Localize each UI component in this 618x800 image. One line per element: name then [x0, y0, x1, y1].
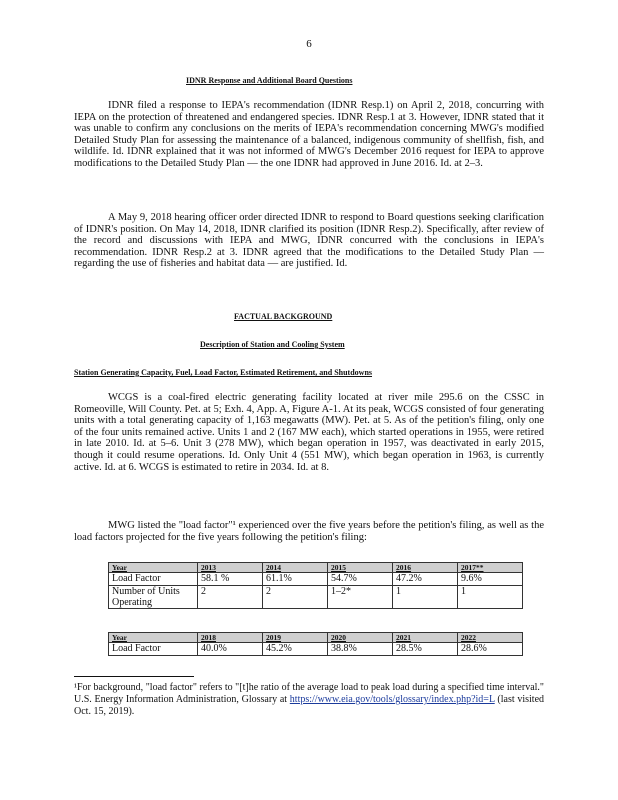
table-cell: 38.8%: [328, 643, 393, 656]
table-header-cell: 2015: [328, 563, 393, 573]
table-cell: 28.5%: [393, 643, 458, 656]
footnote-link[interactable]: https://www.eia.gov/tools/glossary/index.php?id=L: [289, 694, 495, 705]
footnote: [74, 682, 544, 718]
table-cell: 1–2*: [328, 586, 393, 609]
table-cell: 9.6%: [458, 573, 523, 586]
table-cell: Number of Units Operating: [109, 586, 198, 609]
paragraph-text: WCGS is a coal-fired electric generating facility located at river mile 295.6 on the CSSC in Romeoville, Will County. Pet. at 5; Exh. 4, App. A, Figure A-1. At its peak, WCGS consisted of four generating units with a total generating capacity of 1,163 megawatts (MW). Pet. at 5. As of the petition's filing, only one of the four units remained active. Units 1 and 2 (167 MW each), which started operations in 1955, were retired in late 2010. Id. at 5–6. Unit 3 (278 MW), which began operation in 1957, was deactivated in early 2015, though it could resume operations. Id. Only Unit 4 (551 MW), which began operation in 1963, is currently active. Id. at 6. WCGS is estimated to retire in 2034. Id. at 8.: [74, 392, 544, 473]
table-header-cell: 2020: [328, 633, 393, 643]
table-cell: 28.6%: [458, 643, 523, 656]
table-cell: 40.0%: [198, 643, 263, 656]
paragraph-text: MWG listed the "load factor"¹ experienced over the five years before the petition's filing, as well as the load factors projected for the five years following the petition's filing:: [74, 520, 544, 543]
paragraph-load-factor-intro: [74, 520, 544, 543]
table-header-cell: 2022: [458, 633, 523, 643]
table-header-cell: Year: [109, 563, 198, 573]
table-row: [109, 573, 523, 586]
paragraph-wcgs-description: [74, 392, 544, 473]
table-cell: Load Factor: [109, 573, 198, 586]
table-cell: 1: [458, 586, 523, 609]
load-factor-table-2013-2017: [108, 562, 523, 609]
footnote-access-date: (last visited Oct. 15, 2019).: [74, 694, 545, 717]
section-heading-factual-background: FACTUAL BACKGROUND: [234, 312, 333, 321]
subheading-station-cooling: Description of Station and Cooling System: [200, 340, 345, 349]
table-header-cell: 2017**: [458, 563, 523, 573]
load-factor-table-2018-2022: [108, 632, 523, 656]
table-cell: Load Factor: [109, 643, 198, 656]
section-heading-idnr-response: IDNR Response and Additional Board Questions: [186, 76, 353, 85]
paragraph-text: A May 9, 2018 hearing officer order directed IDNR to respond to Board questions seeking clarification of IDNR's position. On May 14, 2018, IDNR clarified its position (IDNR Resp.2). Specifically, after review of the record and discussions with IEPA and MWG, IDNR concurred with the conclusions in IEPA's recommendation. IDNR Resp.2 at 3. IDNR agreed that the modifications to the Detailed Study Plan — regarding the use of fisheries and habitat data — are justified. Id.: [74, 212, 544, 270]
table-header-cell: Year: [109, 633, 198, 643]
footnote-text: ¹For background, "load factor" refers to "[t]he ratio of the average load to peak load during a specified time interval." U.S. Energy Information Administration, Glossary at: [74, 682, 544, 705]
table-cell: 1: [393, 586, 458, 609]
table-header-cell: 2013: [198, 563, 263, 573]
footnote-divider: [74, 676, 194, 677]
table-header-cell: 2019: [263, 633, 328, 643]
table-cell: 2: [263, 586, 328, 609]
table-header-cell: 2018: [198, 633, 263, 643]
table-header-cell: 2016: [393, 563, 458, 573]
table-row: [109, 586, 523, 609]
table-header-row: [109, 633, 523, 643]
table-cell: 45.2%: [263, 643, 328, 656]
table-cell: 54.7%: [328, 573, 393, 586]
table-cell: 61.1%: [263, 573, 328, 586]
table-cell: 47.2%: [393, 573, 458, 586]
page-number: 6: [306, 38, 312, 50]
table-cell: 58.1 %: [198, 573, 263, 586]
table-row: [109, 643, 523, 656]
table-header-cell: 2014: [263, 563, 328, 573]
paragraph-idnr-response: [74, 100, 544, 170]
subheading-capacity-fuel: Station Generating Capacity, Fuel, Load Factor, Estimated Retirement, and Shutdowns: [74, 368, 373, 377]
table-cell: 2: [198, 586, 263, 609]
paragraph-hearing-order: [74, 212, 544, 270]
paragraph-text: IDNR filed a response to IEPA's recommendation (IDNR Resp.1) on April 2, 2018, concurring with IEPA on the protection of threatened and endangered species. IDNR Resp.1 at 3. However, IDNR stated that it was unable to confirm any conclusions on the merits of IEPA's recommendation concerning MWG's modified Detailed Study Plan for assessing the maintenance of a balanced, indigenous community of shellfish, fish, and wildlife. Id. IDNR explained that it was not informed of MWG's December 2016 request for IEPA to approve modifications to the Detailed Study Plan — the one IDNR had approved in June 2016. Id. at 2–3.: [74, 100, 544, 169]
table-header-cell: 2021: [393, 633, 458, 643]
table-header-row: [109, 563, 523, 573]
